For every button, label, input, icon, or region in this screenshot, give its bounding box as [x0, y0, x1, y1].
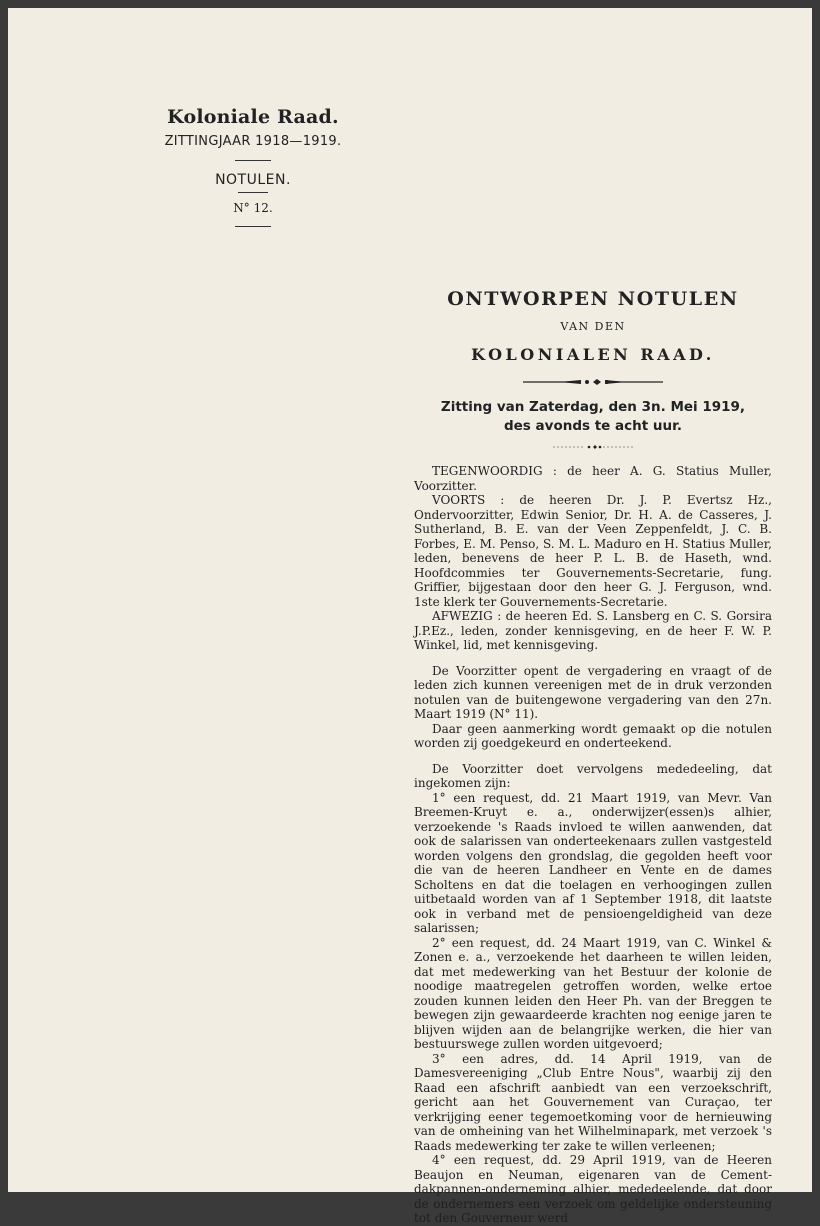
attendance-absent: AFWEZIG : de heeren Ed. S. Lansberg en C. S. Gorsira J.P.Ez., leden, zonder kennisgeving, en de heer F. W. P. Winkel, lid, met kennisgeving.	[414, 609, 772, 652]
item-2-paragraph: 2° een request, dd. 24 Maart 1919, van C. Winkel & Zonen e. a., verzoekende het daarheen te willen leiden, dat met medewerking van het Bestuur der kolonie de noodige maatregelen getroffen worden, welke ertoe zouden kunnen leiden den Heer Ph. van der Breggen te bewegen zijn gewaardeerde krachten nog eenige jaren te blijven wijden aan de belangrijke werken, die hier van bestuurswege zullen worden uitgevoerd;	[414, 935, 772, 1051]
session-date: Zitting van Zaterdag, den 3n. Mei 1919,	[440, 399, 746, 415]
item-4-paragraph: 4° een request, dd. 29 April 1919, van de Heeren Beaujon en Neuman, eigenaren van de Cement-dakpannen-onderneming alhier, mededeelende, dat door de ondernemers een verzoek om geldelijke ondersteuning tot den Gouverneur werd	[414, 1153, 772, 1225]
divider	[235, 226, 271, 227]
title-block	[408, 288, 778, 450]
session-info	[408, 398, 778, 436]
approval-paragraph: Daar geen aanmerking wordt gemaakt op die notulen worden zij goedgekeurd en onderteekend.	[414, 721, 772, 750]
ornament-divider-icon	[523, 378, 663, 386]
item-1-paragraph: 1° een request, dd. 21 Maart 1919, van Mevr. Van Breemen-Kruyt e. a., onderwijzer(essen)s alhier, verzoekende 's Raads invloed te willen aanwenden, dat ook de salarissen van onderteekenaars zullen vastgesteld worden volgens den grondslag, die gegolden heeft voor die van de heeren Landheer en Vente en de dames Scholtens en dat die toelagen en verhoogingen zullen uitbetaald worden van af 1 September 1918, dit laatste ook in verband met de pensioengeldigheid van deze salarissen;	[414, 790, 772, 935]
opening-paragraph: De Voorzitter opent de vergadering en vraagt of de leden zich kunnen vereenigen met de in druk verzonden notulen van de buitengewone vergadering van den 27n. Maart 1919 (N° 11).	[414, 663, 772, 721]
title-line-1: ONTWORPEN NOTULEN	[447, 288, 739, 310]
divider	[238, 192, 268, 193]
notulen-label: NOTULEN.	[215, 172, 291, 188]
attendance-present: TEGENWOORDIG : de heer A. G. Statius Muller, Voorzitter.	[414, 464, 772, 493]
divider	[235, 160, 271, 161]
session-year: ZITTINGJAAR 1918—1919.	[164, 134, 342, 149]
announcement-paragraph: De Voorzitter doet vervolgens mededeeling, dat ingekomen zijn:	[414, 761, 772, 790]
session-time: des avonds te acht uur.	[503, 418, 683, 434]
document-number: N° 12.	[233, 201, 273, 215]
council-name: Koloniale Raad.	[167, 106, 339, 128]
item-3-paragraph: 3° een adres, dd. 14 April 1919, van de Damesvereeniging „Club Entre Nous", waarbij zij den Raad een afschrift aanbiedt van een verzoekschrift, gericht aan het Gouvernement van Curaçao, ter verkrijging eener tegemoetkoming voor de hernieuwing van de omheining van het Wilhelminapark, met verzoek 's Raads medewerking ter zake te willen verleenen;	[414, 1051, 772, 1153]
document-page	[8, 8, 812, 1225]
title-line-2: VAN DEN	[560, 320, 626, 333]
small-ornament-icon	[553, 444, 633, 450]
document-header	[128, 106, 378, 238]
minutes-body	[414, 464, 772, 1226]
attendance-others: VOORTS : de heeren Dr. J. P. Evertsz Hz., Ondervoorzitter, Edwin Senior, Dr. H. A. de Casseres, J. Sutherland, B. E. van der Veen Zeppenfeldt, J. C. B. Forbes, E. M. Penso, S. M. L. Maduro en H. Statius Muller, leden, benevens de heer P. L. B. de Haseth, wnd. Hoofdcommies ter Gouvernements-Secretarie, fung. Griffier, bijgestaan door den heer G. J. Ferguson, wnd. 1ste klerk ter Gouvernements-Secretarie.	[414, 493, 772, 609]
title-line-3: KOLONIALEN RAAD.	[471, 345, 715, 364]
